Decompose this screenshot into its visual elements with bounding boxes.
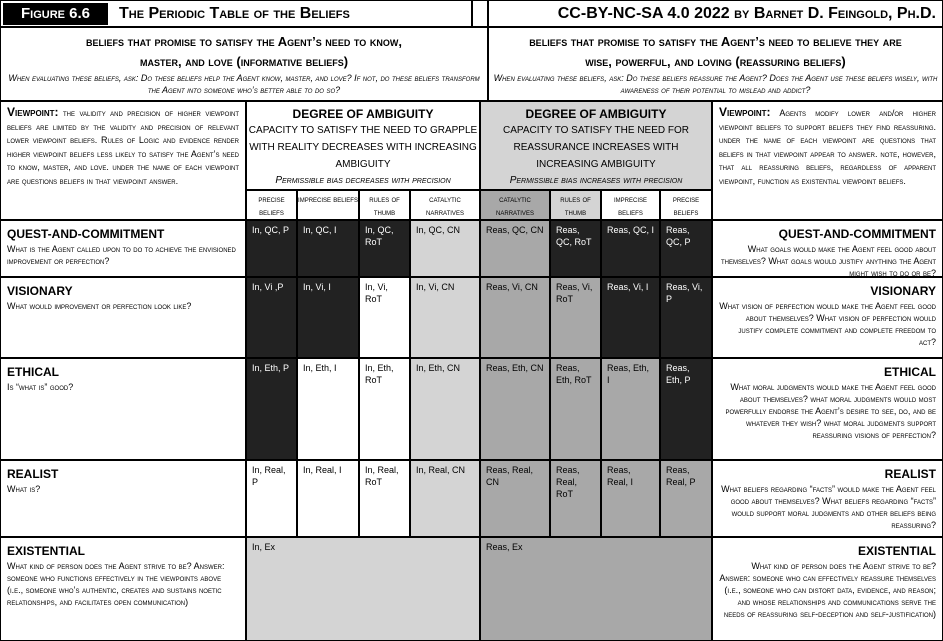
cell-real-rot: In, Real, RoT <box>359 460 410 537</box>
viewpoint-right <box>712 101 943 220</box>
cell-quest-rot: In, QC, RoT <box>359 220 410 277</box>
intro-left-heading-2: master, and love (informative beliefs) <box>139 54 349 69</box>
ambiguity-right-sub: CAPACITY TO SATISFY THE NEED FOR REASSURANCE INCREASES WITH INCREASING AMBIGUITY <box>503 125 689 170</box>
header-right <box>488 0 943 27</box>
ambiguity-left-sub: CAPACITY TO SATISFY THE NEED TO GRAPPLE WITH REALITY DECREASES WITH INCREASING AMBIGUITY <box>248 125 478 170</box>
cell-quest-reas-rot: Reas, QC, RoT <box>550 220 601 277</box>
ambiguity-left-bias: Permissible bias decreases with precision <box>275 175 451 186</box>
row-title: REALIST <box>884 467 936 481</box>
cell-real-precise: In, Real, P <box>246 460 297 537</box>
viewpoint-right-text: Agents modify lower and/or higher viewpoint beliefs to support beliefs they find reassuring. under the name of each viewpoint are questions that beliefs in that viewpoint appear to answer. note, however, that all reassuring beliefs, regardless of apparent viewpoint, function as existential viewpoint beliefs. <box>719 108 936 186</box>
row-right-quest <box>712 220 943 277</box>
cell-eth-rot: In, Eth, RoT <box>359 358 410 460</box>
cell-vis-reas-cn: Reas, Vi, CN <box>480 277 550 358</box>
figure-label: Figure 6.6 <box>3 3 108 25</box>
row-question: What is? <box>7 484 41 494</box>
col-header: catalytic narratives <box>480 190 550 220</box>
viewpoint-left-label: Viewpoint: <box>7 105 59 119</box>
row-question: What kind of person does the Agent strive to be? Answer: someone who can effectively reassure themselves (i.e., someone who can distort data, evidence, and reason; and whose relationships and communications serve the needs of reassuring self-deception and self-justification) <box>719 561 936 619</box>
intro-left <box>0 27 488 101</box>
license-credit: CC-BY-NC-SA 4.0 2022 by Barnet D. Feingold, Ph.D. <box>557 5 936 22</box>
cell-eth-reas-imprecise: Reas, Eth, I <box>601 358 660 460</box>
intro-left-heading-1: beliefs that promise to satisfy the Agent’s need to know, <box>86 34 402 49</box>
cell-vis-cn: In, Vi, CN <box>410 277 480 358</box>
row-question: What vision of perfection would make the Agent feel good about themselves? What vision of perfection would justify complete commitment and complete freedom to act? <box>719 301 936 347</box>
row-title: QUEST-AND-COMMITMENT <box>7 227 165 241</box>
cell-existential-reassuring: Reas, Ex <box>480 537 712 641</box>
row-title: QUEST-AND-COMMITMENT <box>778 227 936 241</box>
row-title: VISIONARY <box>7 284 73 298</box>
row-label-realist <box>0 460 246 537</box>
cell-vis-reas-rot: Reas, Vi, RoT <box>550 277 601 358</box>
cell-quest-imprecise: In, QC, I <box>297 220 359 277</box>
cell-vis-rot: In, Vi, RoT <box>359 277 410 358</box>
row-label-quest <box>0 220 246 277</box>
ambiguity-left-title: DEGREE OF AMBIGUITY <box>292 107 434 121</box>
viewpoint-right-label: Viewpoint: <box>719 105 771 119</box>
cell-real-reas-cn: Reas, Real, CN <box>480 460 550 537</box>
cell-vis-reas-imprecise: Reas, Vi, I <box>601 277 660 358</box>
intro-left-question: When evaluating these beliefs, ask: Do these beliefs help the Agent know, master, and love? If not, do these beliefs transform the Agent into someone who’s better able to do so? <box>8 73 480 95</box>
ambiguity-right-bias: Permissible bias increases with precision <box>509 175 683 186</box>
intro-right-question: When evaluating these beliefs, ask: Do these beliefs reassure the Agent? Does the Agent use these beliefs wisely, with awareness of their potential to mislead and addict? <box>493 73 938 95</box>
cell-vis-imprecise: In, Vi, I <box>297 277 359 358</box>
intro-right-heading-2: wise, powerful, and loving (reassuring beliefs) <box>585 54 846 69</box>
ambiguity-right <box>480 101 712 190</box>
row-title: VISIONARY <box>870 284 936 298</box>
cell-vis-precise: In, Vi ,P <box>246 277 297 358</box>
intro-right-heading-1: beliefs that promise to satisfy the Agent’s need to believe they are <box>529 34 902 49</box>
row-right-visionary <box>712 277 943 358</box>
viewpoint-left <box>0 101 246 220</box>
row-question: What would improvement or perfection look like? <box>7 301 192 311</box>
row-question: What kind of person does the Agent strive to be? Answer: someone who functions effectively in the viewpoints above (i.e., someone who’s authentic, creates and sustains noetic relationships, and facilitates open communication) <box>7 561 225 607</box>
row-label-ethical <box>0 358 246 460</box>
row-title: ETHICAL <box>7 365 59 379</box>
row-question: What is the Agent called upon to do to achieve the envisioned improvement or perfection? <box>7 244 236 266</box>
row-title: EXISTENTIAL <box>857 544 936 558</box>
row-right-existential <box>712 537 943 641</box>
header-separator <box>472 0 488 27</box>
cell-eth-reas-cn: Reas, Eth, CN <box>480 358 550 460</box>
row-question: What goals would make the Agent feel good about themselves? What goals would justify anything the Agent might wish to do or be? <box>721 244 936 277</box>
cell-eth-imprecise: In, Eth, I <box>297 358 359 460</box>
cell-real-reas-rot: Reas, Real, RoT <box>550 460 601 537</box>
row-title: ETHICAL <box>884 365 936 379</box>
viewpoint-left-text: the validity and precision of higher viewpoint beliefs are limited by the validity and precision of relevant lower viewpoint beliefs. Rules of Logic and evidence render higher viewpoint beliefs less likely to satisfy the Agent’s need to know, master, and love. under the name of each viewpoint are questions beliefs in that viewpoint answer. <box>7 108 239 186</box>
cell-real-reas-imprecise: Reas, Real, I <box>601 460 660 537</box>
cell-real-cn: In, Real, CN <box>410 460 480 537</box>
cell-real-reas-precise: Reas, Real, P <box>660 460 712 537</box>
row-right-realist <box>712 460 943 537</box>
cell-eth-reas-rot: Reas, Eth, RoT <box>550 358 601 460</box>
cell-quest-reas-cn: Reas, QC, CN <box>480 220 550 277</box>
col-header: precise beliefs <box>246 190 297 220</box>
col-header: rules of thumb <box>359 190 410 220</box>
col-header: precise beliefs <box>660 190 712 220</box>
cell-vis-reas-precise: Reas, Vi, P <box>660 277 712 358</box>
cell-quest-precise: In, QC, P <box>246 220 297 277</box>
cell-eth-precise: In, Eth, P <box>246 358 297 460</box>
row-right-ethical <box>712 358 943 460</box>
row-question: What moral judgments would make the Agent feel good about themselves? what moral judgments would most powerfully endorse the Agent’s desire to see, do, and be whatever they wish? what moral judgments support reassuring visions of perfection? <box>725 382 936 440</box>
cell-eth-reas-precise: Reas, Eth, P <box>660 358 712 460</box>
cell-quest-cn: In, QC, CN <box>410 220 480 277</box>
col-header: rules of thumb <box>550 190 601 220</box>
cell-real-imprecise: In, Real, I <box>297 460 359 537</box>
row-question: What beliefs regarding “facts” would make the Agent feel good about themselves? What beliefs regarding “facts” would support moral judgments and other beliefs being reassuring? <box>721 484 936 530</box>
ambiguity-left <box>246 101 480 190</box>
col-header: catalytic narratives <box>410 190 480 220</box>
row-title: REALIST <box>7 467 59 481</box>
cell-quest-reas-imprecise: Reas, QC, I <box>601 220 660 277</box>
row-label-visionary <box>0 277 246 358</box>
col-header: imprecise beliefs <box>601 190 660 220</box>
col-header: imprecise beliefs <box>297 190 359 220</box>
cell-existential-informative: In, Ex <box>246 537 480 641</box>
row-label-existential <box>0 537 246 641</box>
intro-right <box>488 27 943 101</box>
row-question: Is “what is” good? <box>7 382 74 392</box>
header-left <box>0 0 472 27</box>
table-title: The Periodic Table of the Beliefs <box>119 5 350 22</box>
row-title: EXISTENTIAL <box>7 544 86 558</box>
cell-eth-cn: In, Eth, CN <box>410 358 480 460</box>
ambiguity-right-title: DEGREE OF AMBIGUITY <box>525 107 667 121</box>
cell-quest-reas-precise: Reas, QC, P <box>660 220 712 277</box>
